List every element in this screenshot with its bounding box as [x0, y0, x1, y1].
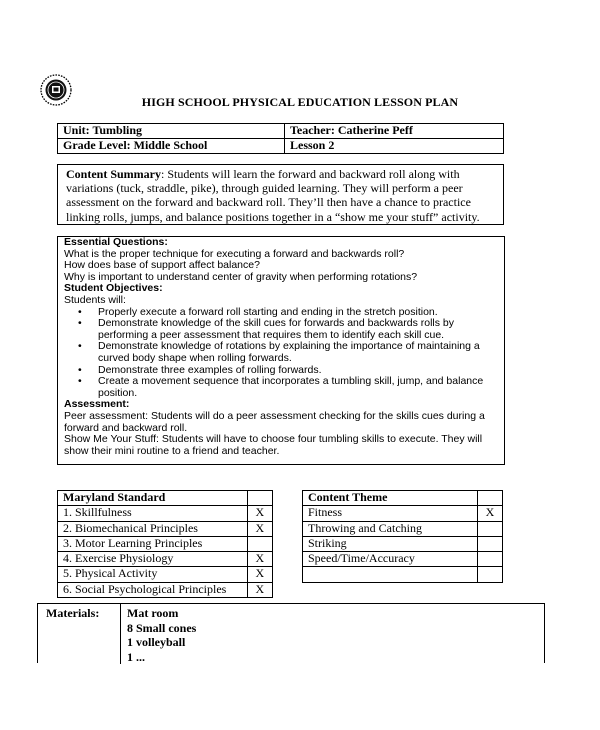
content-summary-text: : Students will learn the forward and backward roll along with variations (tuck, straddle, pike), through guided learning. They will perform a peer assessment on the forward and backward roll. They’ll then have a chance to practice linking rolls, jumps, and balance positions together in a “show me your stuff” activity.: [66, 167, 480, 224]
table-row: Striking: [303, 536, 503, 551]
grade-level-cell: Grade Level: Middle School: [58, 139, 285, 154]
lesson-number-cell: Lesson 2: [285, 139, 504, 154]
content-summary-label: Content Summary: [66, 167, 161, 181]
table-row: 4. Exercise Physiology X: [58, 552, 273, 567]
theme-header: Content Theme: [303, 491, 478, 506]
bullet-marker: •: [78, 317, 82, 330]
lesson-info-table: [57, 123, 504, 154]
assessment-item: Peer assessment: Students will do a peer assessment checking for the skills cues during a forward and backward roll.: [64, 409, 485, 434]
materials-box: [37, 603, 545, 663]
table-row: 1. Skillfulness X: [58, 506, 273, 521]
list-item: Mat room: [127, 606, 179, 620]
list-item: 8 Small cones: [127, 620, 197, 635]
table-row: 2. Biomechanical Principles X: [58, 521, 273, 536]
question-item: Why is important to understand center of gravity when performing rotations?: [64, 270, 418, 283]
standard-mark: X: [247, 552, 272, 567]
theme-mark: [477, 536, 502, 551]
content-summary-box: [57, 164, 504, 225]
assessment-heading: Assessment:: [64, 398, 130, 411]
content-theme-table: [302, 490, 503, 583]
standard-mark: X: [247, 521, 272, 536]
list-item: 1 ...: [127, 649, 145, 664]
standard-mark: X: [247, 506, 272, 521]
list-item: 1 volleyball: [127, 635, 186, 649]
table-row: 5. Physical Activity X: [58, 567, 273, 582]
theme-header-mark: [477, 491, 502, 506]
standard-mark: X: [247, 567, 272, 582]
bullet-marker: •: [78, 340, 82, 353]
standard-header: Maryland Standard: [58, 491, 248, 506]
table-row: 3. Motor Learning Principles: [58, 536, 273, 551]
standard-mark: [247, 536, 272, 551]
student-objectives-heading: Student Objectives:: [64, 282, 163, 295]
table-row: Fitness X: [303, 506, 503, 521]
objectives-list: [64, 307, 498, 400]
table-row: 6. Social Psychological Principles X: [58, 582, 273, 597]
materials-label: Materials:: [38, 604, 121, 664]
objective-item: • Create a movement sequence that incorporates a tumbling skill, jump, and balance position.: [78, 375, 484, 399]
objective-item: • Demonstrate three examples of rolling forwards.: [78, 363, 322, 376]
bullet-marker: •: [78, 363, 82, 376]
objective-item: • Demonstrate knowledge of the skill cues for forwards and backwards rolls by performing a peer assessment that requires them to identify each skill cue.: [78, 317, 454, 341]
objective-item: • Demonstrate knowledge of rotations by explaining the importance of maintaining a curved body shape when rolling forwards.: [78, 340, 480, 364]
bullet-marker: •: [78, 375, 82, 388]
unit-cell: Unit: Tumbling: [58, 124, 285, 139]
theme-mark: [477, 567, 502, 582]
objective-item: • Properly execute a forward roll starting and ending in the stretch position.: [78, 305, 438, 318]
essential-questions-heading: Essential Questions:: [64, 236, 168, 248]
document-title: HIGH SCHOOL PHYSICAL EDUCATION LESSON PLAN: [141, 95, 459, 109]
teacher-cell: Teacher: Catherine Peff: [285, 124, 504, 139]
assessment-item: Show Me Your Stuff: Students will have to choose four tumbling skills to execute. They will show their mini routine to a friend and teacher.: [64, 433, 483, 457]
materials-list: [127, 606, 527, 664]
table-row: [303, 567, 503, 582]
table-row: Throwing and Catching: [303, 521, 503, 536]
standard-mark: X: [247, 582, 272, 597]
objectives-box: [57, 236, 505, 465]
theme-mark: X: [477, 506, 502, 521]
standard-header-mark: [247, 491, 272, 506]
question-item: How does base of support affect balance?: [64, 259, 260, 272]
bullet-marker: •: [78, 305, 82, 318]
maryland-standard-table: [57, 490, 273, 598]
table-row: Speed/Time/Accuracy: [303, 552, 503, 567]
student-objectives-intro: Students will:: [64, 293, 126, 306]
theme-mark: [477, 521, 502, 536]
question-item: What is the proper technique for executing a forward and backwards roll?: [64, 247, 405, 260]
theme-mark: [477, 552, 502, 567]
